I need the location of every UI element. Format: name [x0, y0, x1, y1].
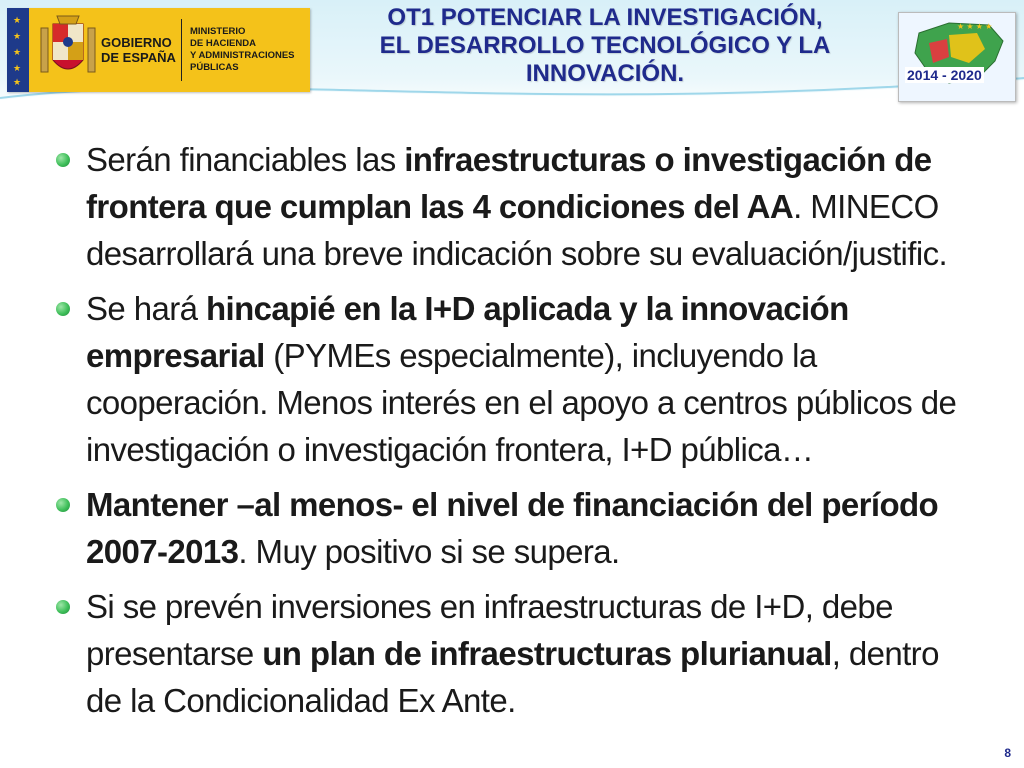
period-years: 2014 - 2020: [907, 67, 982, 83]
bullet-text-bold: Mantener –al menos- el nivel de financiación del período 2007-2013: [86, 486, 939, 570]
eu-flag-strip: ★ ★ ★ ★ ★: [7, 8, 29, 92]
bullet-item: [50, 136, 980, 277]
slide-title: OT1 POTENCIAR LA INVESTIGACIÓN, EL DESARROLLO TECNOLÓGICO Y LA INNOVACIÓN.: [379, 4, 831, 87]
bullet-text: Se hará: [86, 290, 206, 327]
map-of-spain-icon: [899, 13, 1015, 101]
bullet-text: Si se prevén inversiones en infraestructuras de I+D, debe presentarse: [86, 588, 893, 672]
coat-of-arms-icon: [39, 14, 97, 86]
period-badge: [898, 12, 1016, 102]
bullet-icon: [56, 302, 70, 316]
bullet-icon: [56, 498, 70, 512]
bullet-icon: [56, 600, 70, 614]
bullet-list: [50, 136, 980, 732]
bullet-text: (PYMEs especialmente), incluyendo la cooperación. Menos interés en el apoyo a centros públicos de investigación o investigación frontera, I+D pública…: [86, 337, 957, 468]
government-logo: [7, 8, 310, 92]
svg-text:★ ★ ★ ★: ★ ★ ★ ★: [957, 22, 993, 31]
bullet-text: , dentro de la Condicionalidad Ex Ante.: [86, 635, 939, 719]
logo-divider: [181, 19, 182, 81]
bullet-text: Serán financiables las: [86, 141, 405, 178]
bullet-text: . MINECO desarrollará una breve indicación sobre su evaluación/justific.: [86, 188, 948, 272]
bullet-item: [50, 285, 980, 473]
bullet-text: . Muy positivo si se supera.: [238, 533, 620, 570]
government-name: GOBIERNO DE ESPAÑA: [101, 35, 176, 65]
ministry-name: MINISTERIO DE HACIENDA Y ADMINISTRACIONES PÚBLICAS: [190, 26, 295, 73]
page-number: 8: [1004, 746, 1011, 760]
bullet-item: [50, 583, 980, 724]
bullet-icon: [56, 153, 70, 167]
bullet-item: [50, 481, 980, 575]
bullet-text-bold: hincapié en la I+D aplicada y la innovación empresarial: [86, 290, 849, 374]
bullet-text-bold: un plan de infraestructuras plurianual: [262, 635, 832, 672]
bullet-text-bold: infraestructuras o investigación de frontera que cumplan las 4 condiciones del AA: [86, 141, 932, 225]
